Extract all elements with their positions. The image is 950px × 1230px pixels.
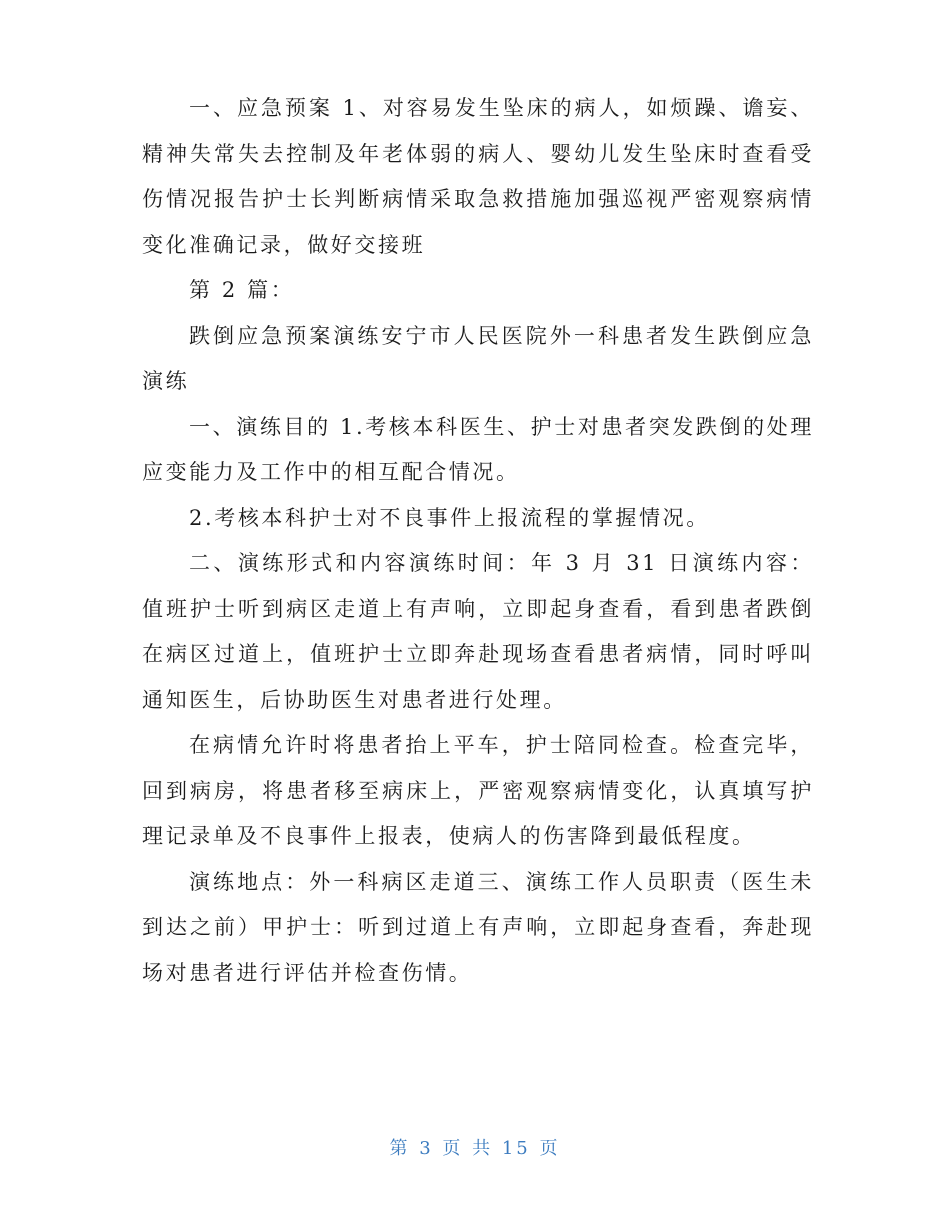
paragraph-section-heading: 第 2 篇： [189, 278, 295, 302]
page-footer [0, 1134, 950, 1160]
paragraph-drill-form-content: 二、演练形式和内容演练时间：年 3 月 31 日演练内容：值班护士听到病区走道上有声响，立即起身查看，看到患者跌倒在病区过道上，值班护士立即奔赴现场查看患者病情，同时呼叫通知医生，后协助医生对患者进行处理。 [142, 551, 814, 712]
paragraph-drill-examination: 在病情允许时将患者抬上平车，护士陪同检查。检查完毕，回到病房，将患者移至病床上，严密观察病情变化，认真填写护理记录单及不良事件上报表，使病人的伤害降到最低程度。 [142, 733, 814, 848]
paragraph-drill-title: 跌倒应急预案演练安宁市人民医院外一科患者发生跌倒应急演练 [142, 323, 814, 393]
page-number-label: 第 3 页 共 15 页 [389, 1138, 561, 1159]
paragraph-drill-purpose: 一、演练目的 1.考核本科医生、护士对患者突发跌倒的处理应变能力及工作中的相互配合情况。 [142, 414, 814, 484]
document-body [142, 86, 814, 996]
paragraph-emergency-plan: 一、应急预案 1、对容易发生坠床的病人，如烦躁、谵妄、精神失常失去控制及年老体弱的病人、婴幼儿发生坠床时查看受伤情况报告护士长判断病情采取急救措施加强巡视严密观察病情变化准确记录，做好交接班 [142, 96, 814, 257]
paragraph-purpose-item-2: 2.考核本科护士对不良事件上报流程的掌握情况。 [189, 505, 710, 530]
paragraph-drill-location-duties: 演练地点：外一科病区走道三、演练工作人员职责（医生未到达之前）甲护士：听到过道上有声响，立即起身查看，奔赴现场对患者进行评估并检查伤情。 [142, 869, 814, 985]
